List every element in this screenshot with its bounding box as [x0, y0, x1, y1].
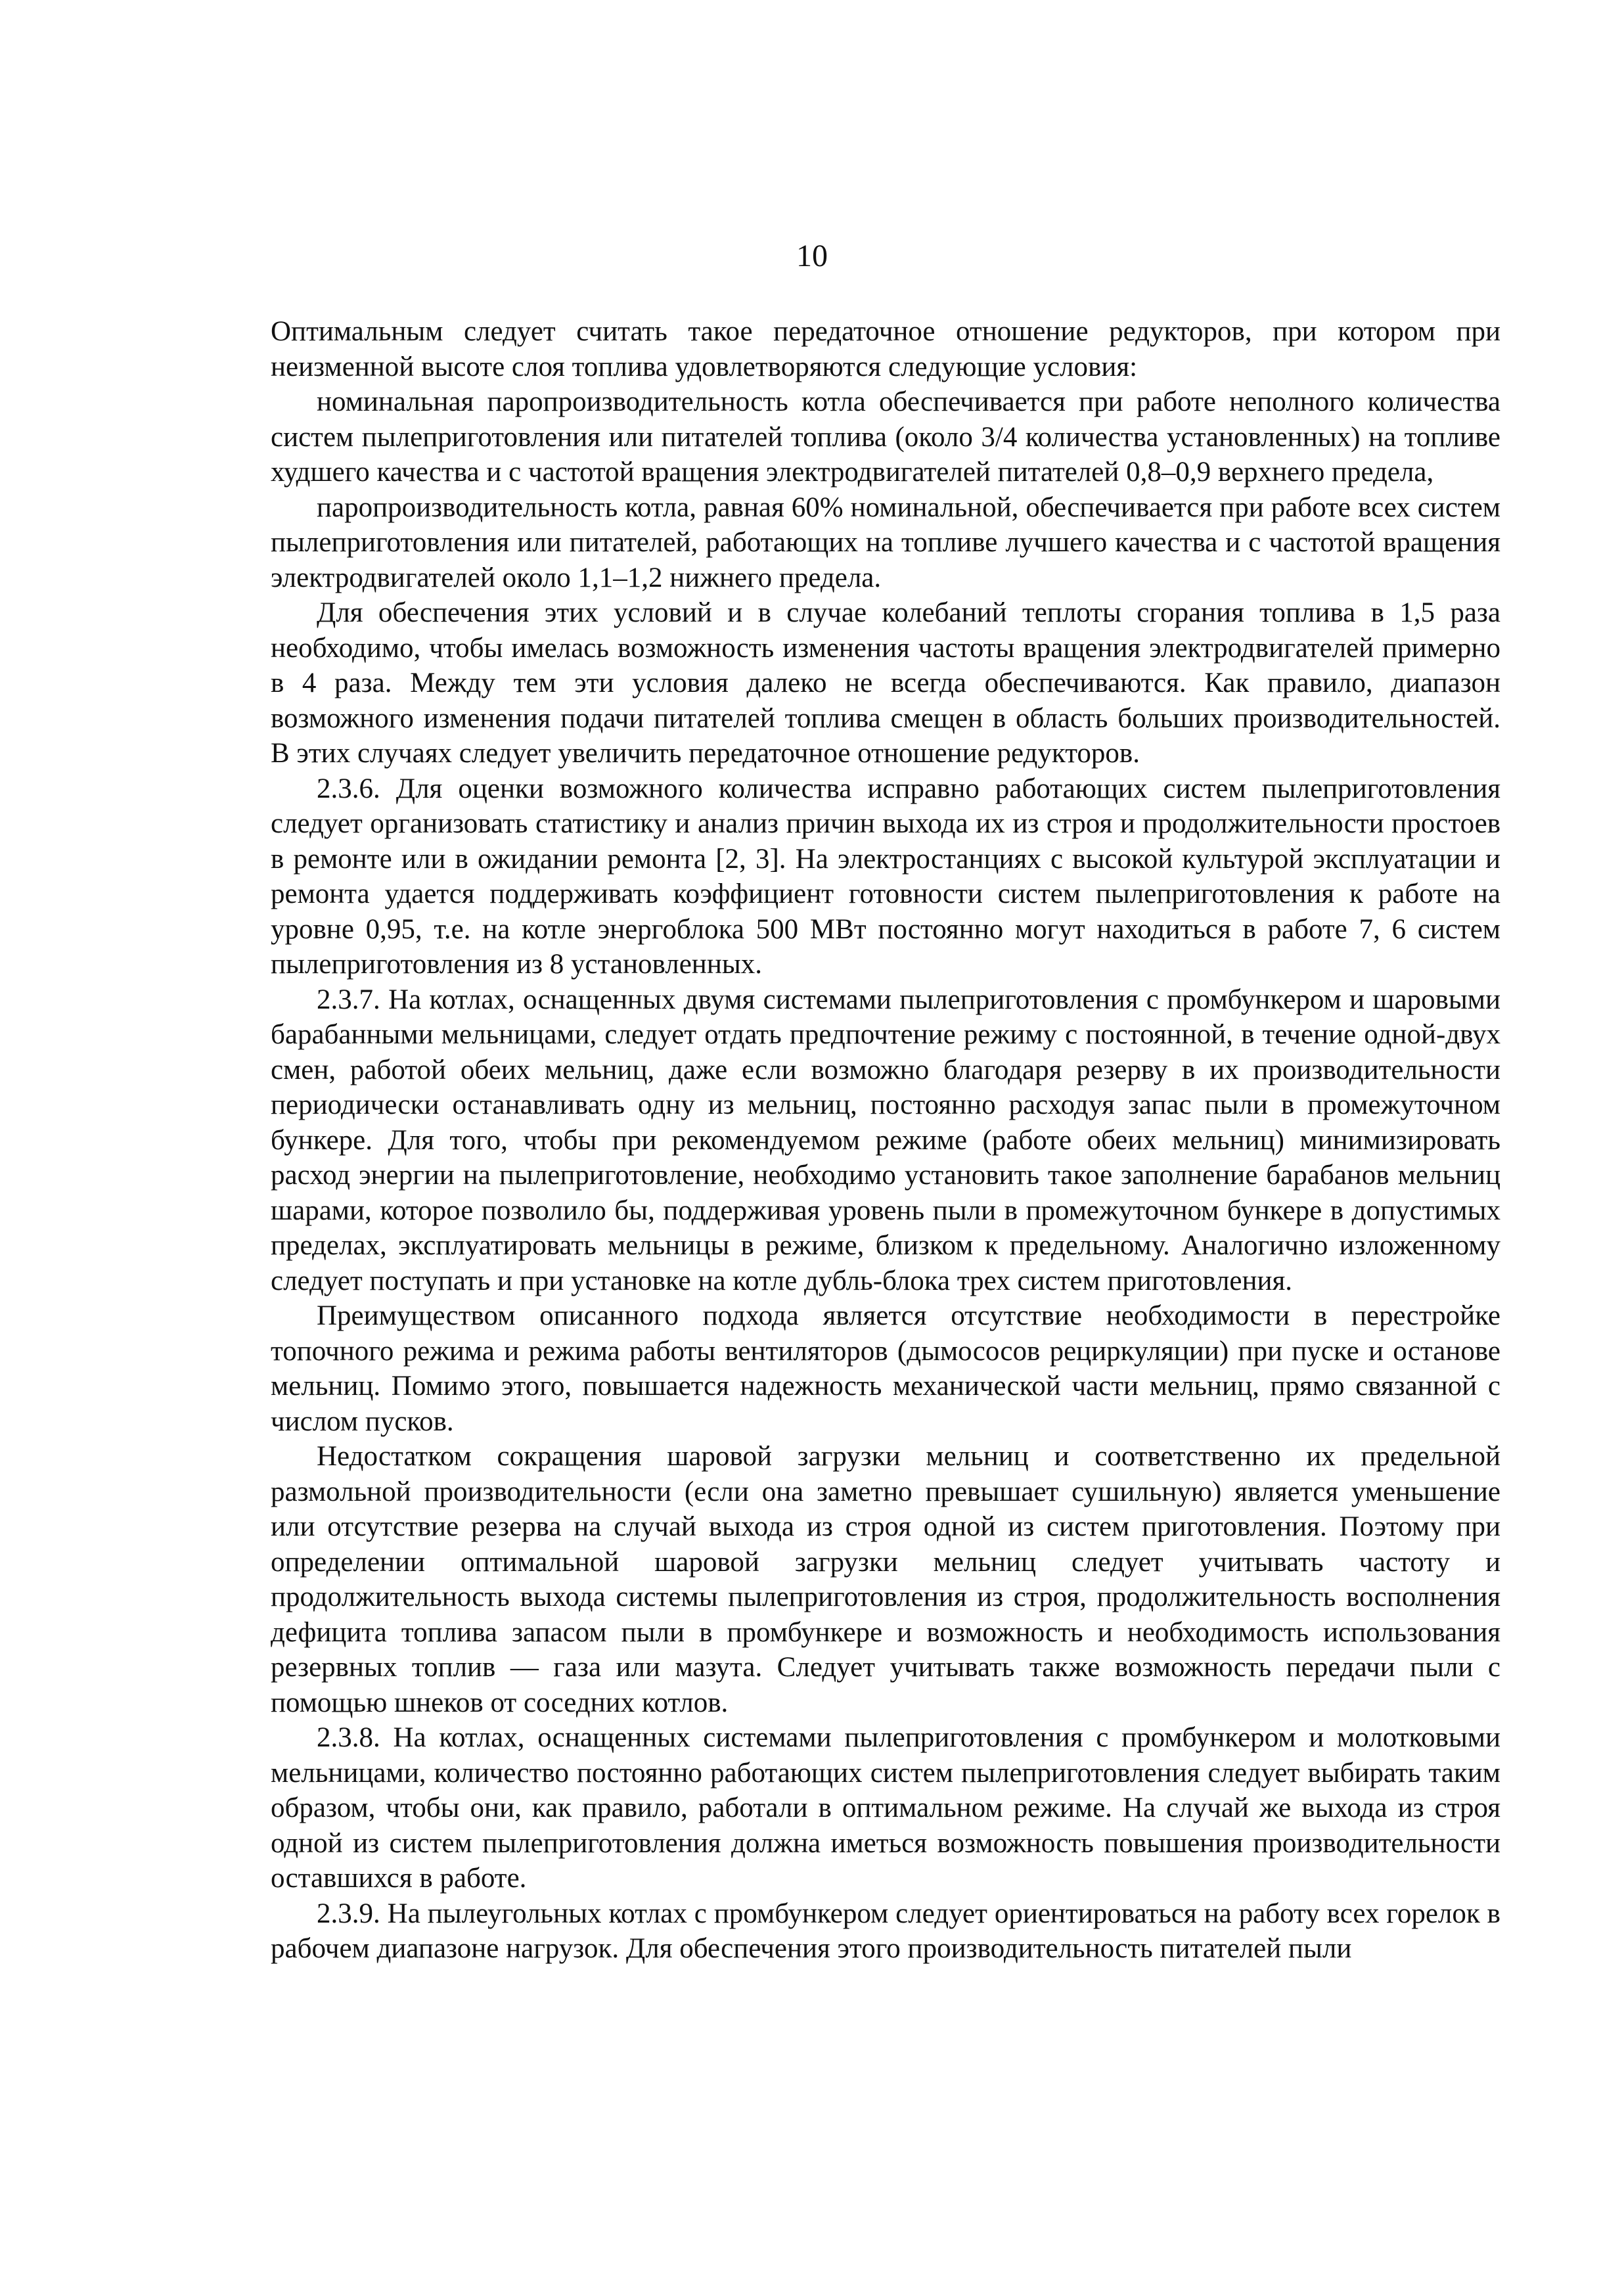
paragraph-condition-2: паропроизводительность котла, равная 60% номинальной, обеспечивается при работе всех систем пылеприготовления или питателей, работающих на топливе лучшего качества и с частотой вращения электродвигателей около 1,1–1,2 нижнего предела.: [271, 491, 1500, 593]
page-number: 10: [796, 239, 828, 273]
paragraph-disadvantage: Недостатком сокращения шаровой загрузки мельниц и соответственно их предельной размольной производительности (если она заметно превышает сушильную) является уменьшение или отсутствие резерва на случай выхода из строя одной из систем приготовления. Поэтому при определении оптимальной шаровой загрузки мельниц следует учитывать частоту и продолжительность выхода системы пылеприготовления из строя, продолжительность восполнения дефицита топлива запасом пыли в промбункере и возможность и необходимость использования резервных топлив — газа или мазута. Следует учитывать также возможность передачи пыли с помощью шнеков от соседних котлов.: [271, 1441, 1500, 1718]
paragraph-2-3-6: 2.3.6. Для оценки возможного количества исправно работающих систем пылеприготовления следует организовать статистику и анализ причин выхода их из строя и продолжительности простоев в ремонте или в ожидании ремонта [2, 3]. На электростанциях с высокой культурой эксплуатации и ремонта удается поддерживать коэффициент готовности систем пылеприготовления к работе на уровне 0,95, т.е. на котле энергоблока 500 МВт постоянно могут находиться в работе 7, 6 систем пылеприготовления из 8 установленных.: [271, 773, 1500, 980]
paragraph-condition-1: номинальная паропроизводительность котла обеспечивается при работе неполного количества систем пылеприготовления или питателей топлива (около 3/4 количества установленных) на топливе худшего качества и с частотой вращения электродвигателей питателей 0,8–0,9 верхнего предела,: [271, 386, 1500, 488]
paragraph-2-3-9: 2.3.9. На пылеугольных котлах с промбункером следует ориентироваться на работу всех горелок в рабочем диапазоне нагрузок. Для обеспечения этого производительность питателей пыли: [271, 1898, 1500, 1964]
paragraph-intro: Оптимальным следует считать такое передаточное отношение редукторов, при котором при неизменной высоте слоя топлива удовлетворяются следующие условия:: [271, 316, 1500, 382]
paragraph-fuel-variation: Для обеспечения этих условий и в случае колебаний теплоты сгорания топлива в 1,5 раза необходимо, чтобы имелась возможность изменения частоты вращения электродвигателей примерно в 4 раза. Между тем эти условия далеко не всегда обеспечиваются. Как правило, диапазон возможного изменения подачи питателей топлива смещен в область больших производительностей. В этих случаях следует увеличить передаточное отношение редукторов.: [271, 597, 1500, 769]
body-text: [271, 314, 1500, 1967]
paragraph-2-3-8: 2.3.8. На котлах, оснащенных системами пылеприготовления с промбункером и молотковыми мельницами, количество постоянно работающих систем пылеприготовления следует выбирать таким образом, чтобы они, как правило, работали в оптимальном режиме. На случай же выхода из строя одной из систем пылеприготовления должна иметься возможность повышения производительности оставшихся в работе.: [271, 1722, 1500, 1894]
paragraph-advantage: Преимуществом описанного подхода является отсутствие необходимости в перестройке топочного режима и режима работы вентиляторов (дымососов рециркуляции) при пуске и останове мельниц. Помимо этого, повышается надежность механической части мельниц, прямо связанной с числом пусков.: [271, 1300, 1500, 1437]
paragraph-2-3-7: 2.3.7. На котлах, оснащенных двумя системами пылеприготовления с промбункером и шаровыми барабанными мельницами, следует отдать предпочтение режиму с постоянной, в течение одной-двух смен, работой обеих мельниц, даже если возможно благодаря резерву в их производительности периодически останавливать одну из мельниц, постоянно расходуя запас пыли в промежуточном бункере. Для того, чтобы при рекомендуемом режиме (работе обеих мельниц) минимизировать расход энергии на пылеприготовление, необходимо установить такое заполнение барабанов мельниц шарами, которое позволило бы, поддерживая уровень пыли в промежуточном бункере в допустимых пределах, эксплуатировать мельницы в режиме, близком к предельному. Аналогично изложенному следует поступать и при установке на котле дубль-блока трех систем приготовления.: [271, 984, 1500, 1296]
